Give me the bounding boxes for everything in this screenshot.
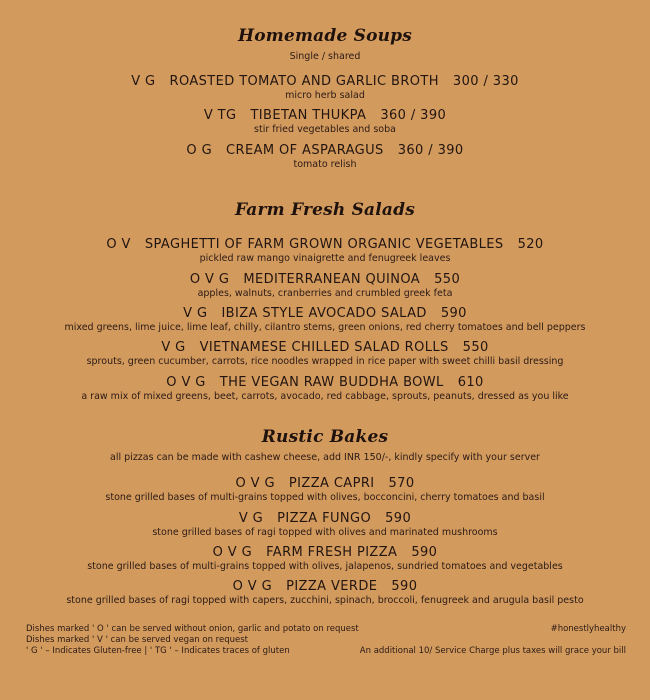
menu-item	[0, 476, 650, 504]
soups-section-title: Homemade Soups	[237, 26, 413, 46]
menu-item-line	[0, 306, 650, 322]
diet-tags: V G	[131, 74, 156, 89]
dish-name: PIZZA CAPRI	[288, 476, 375, 491]
menu-item	[0, 511, 650, 539]
dish-price: 520	[517, 237, 544, 252]
menu-item-line	[0, 74, 650, 90]
menu-item-line	[0, 272, 650, 288]
menu-item-line	[0, 511, 650, 527]
dish-description: tomato relish	[293, 159, 357, 170]
diet-tags: O V G	[189, 272, 230, 287]
footer-note-onion-garlic: Dishes marked ' O ' can be served without onion, garlic and potato on request	[26, 624, 359, 634]
dish-name: PIZZA VERDE	[286, 579, 378, 594]
dish-description: stone grilled bases of multi-grains topped with olives, jalapenos, sundried tomatoes and vegetables	[87, 561, 563, 572]
dish-name: CREAM OF ASPARAGUS	[226, 143, 384, 158]
menu-item	[0, 237, 650, 265]
dish-name: FARM FRESH PIZZA	[266, 545, 398, 560]
menu-item	[0, 74, 650, 102]
menu-item-line	[0, 476, 650, 492]
menu-item	[0, 579, 650, 607]
dish-price: 550	[434, 272, 461, 287]
diet-tags: O V G	[166, 375, 206, 390]
diet-tags: V G	[183, 306, 208, 321]
dish-price: 590	[411, 545, 438, 560]
diet-tags: O V G	[235, 476, 275, 491]
dish-price: 590	[440, 306, 467, 321]
dish-name: VIETNAMESE CHILLED SALAD ROLLS	[199, 340, 449, 355]
dish-name: IBIZA STYLE AVOCADO SALAD	[221, 306, 427, 321]
bakes-section-title: Rustic Bakes	[261, 427, 389, 447]
menu-item	[0, 143, 650, 171]
diet-tags: O V G	[232, 579, 273, 594]
menu-item	[0, 375, 650, 403]
dish-name: ROASTED TOMATO AND GARLIC BROTH	[169, 74, 439, 89]
dish-price: 590	[385, 511, 412, 526]
dish-price: 610	[457, 375, 484, 390]
menu-item-line	[0, 545, 650, 561]
menu-item	[0, 108, 650, 136]
menu-item	[0, 545, 650, 573]
menu-item-line	[0, 340, 650, 356]
dish-name: THE VEGAN RAW BUDDHA BOWL	[219, 375, 444, 390]
soups-section-subtitle: Single / shared	[289, 51, 361, 62]
dish-description: stir fried vegetables and soba	[254, 124, 396, 135]
dish-price: 360 / 390	[380, 108, 447, 123]
dish-price: 590	[391, 579, 418, 594]
footer-hashtag: #honestlyhealthy	[550, 624, 626, 634]
menu-item-line	[0, 143, 650, 159]
dish-description: stone grilled bases of ragi topped with olives and marinated mushrooms	[152, 527, 498, 538]
dish-name: PIZZA FUNGO	[277, 511, 372, 526]
dish-description: mixed greens, lime juice, lime leaf, chilly, cilantro stems, green onions, red cherry tomatoes and bell peppers	[64, 322, 586, 333]
dish-name: SPAGHETTI OF FARM GROWN ORGANIC VEGETABLES	[144, 237, 504, 252]
dish-description: stone grilled bases of multi-grains topped with olives, bocconcini, cherry tomatoes and basil	[105, 492, 545, 503]
dish-description: sprouts, green cucumber, carrots, rice noodles wrapped in rice paper with sweet chilli basil dressing	[86, 356, 564, 367]
dish-price: 360 / 390	[397, 143, 464, 158]
footer-note-gluten: ' G ' – Indicates Gluten-free | ' TG ' – Indicates traces of gluten	[26, 646, 290, 656]
dish-price: 550	[462, 340, 489, 355]
menu-item-line	[0, 375, 650, 391]
menu-item	[0, 340, 650, 368]
menu-item	[0, 272, 650, 300]
diet-tags: V G	[161, 340, 186, 355]
dish-name: TIBETAN THUKPA	[250, 108, 367, 123]
bakes-section-subtitle: all pizzas can be made with cashew cheese, add INR 150/-, kindly specify with your server	[110, 452, 540, 463]
menu-item-line	[0, 237, 650, 253]
diet-tags: O V G	[212, 545, 253, 560]
salads-section-title: Farm Fresh Salads	[234, 200, 416, 220]
dish-description: apples, walnuts, cranberries and crumbled greek feta	[197, 288, 453, 299]
dish-price: 300 / 330	[452, 74, 519, 89]
footer-notes	[26, 624, 359, 657]
diet-tags: O V	[106, 237, 131, 252]
footer-note-vegan: Dishes marked ' V ' can be served vegan on request	[26, 635, 248, 645]
menu-item	[0, 306, 650, 334]
dish-description: stone grilled bases of ragi topped with capers, zucchini, spinach, broccoli, fenugreek and arugula basil pesto	[66, 595, 584, 606]
diet-tags: V G	[238, 511, 264, 526]
dish-description: a raw mix of mixed greens, beet, carrots, avocado, red cabbage, sprouts, peanuts, dressed as you like	[81, 391, 569, 402]
dish-description: micro herb salad	[285, 90, 365, 101]
diet-tags: V TG	[203, 108, 237, 123]
dish-description: pickled raw mango vinaigrette and fenugreek leaves	[199, 253, 451, 264]
diet-tags: O G	[186, 143, 213, 158]
dish-name: MEDITERRANEAN QUINOA	[243, 272, 421, 287]
dish-price: 570	[388, 476, 415, 491]
menu-item-line	[0, 579, 650, 595]
footer-service-charge: An additional 10/ Service Charge plus taxes will grace your bill	[359, 646, 626, 656]
menu-item-line	[0, 108, 650, 124]
